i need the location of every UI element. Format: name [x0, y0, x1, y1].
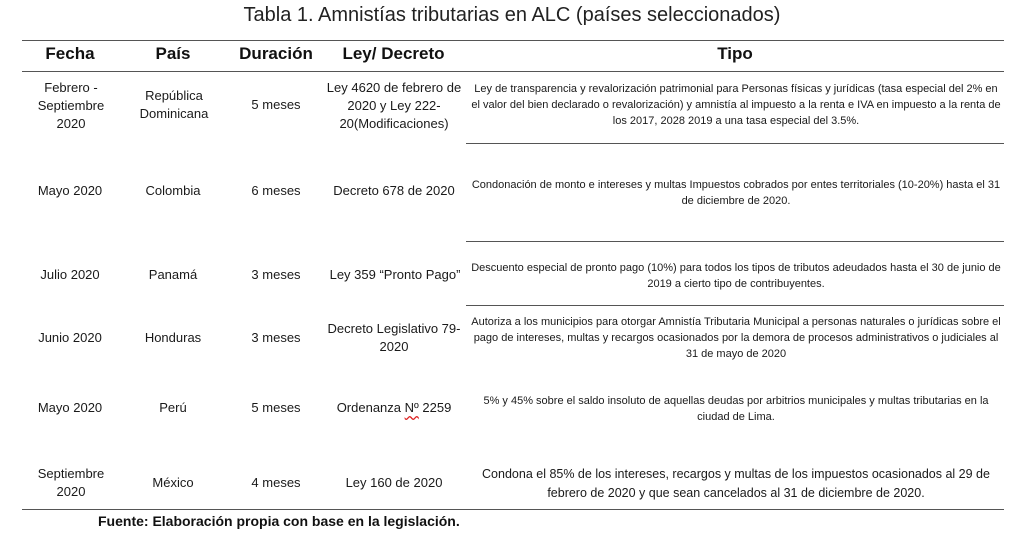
table-row-6-pais: México	[152, 475, 194, 490]
ley-suffix: 2259	[418, 400, 452, 415]
table-row-1-pais: República Dominicana	[139, 88, 209, 121]
table-row-4-pais: Honduras	[144, 330, 202, 345]
table-row-4-fecha: Junio 2020	[38, 330, 102, 345]
table-row-4-tipo: Autoriza a los municipios para otorgar Amnistía Tributaria Municipal a personas naturales o jurídicas sobre el pago de intereses, multas y recargos ocasionados por la demora de procesos administrativos o judiciales al 31 de mayo de 2020	[471, 316, 1001, 360]
row-2-divider	[466, 241, 1004, 242]
table-row-5-tipo: 5% y 45% sobre el saldo insoluto de aquellas deudas por arbitrios municipales y multas tributarias en la ciudad de Lima.	[483, 395, 989, 423]
table-row-3-tipo: Descuento especial de pronto pago (10%) para todos los tipos de tributos adeudados hasta el 30 de junio de 2019 a cierto tipo de contribuyentes.	[471, 262, 1001, 290]
table-row-6-tipo: Condona el 85% de los intereses, recargos y multas de los impuestos ocasionados al 29 de febrero de 2020 y que sean cancelados al 31 de diciembre de 2020.	[482, 467, 990, 500]
table-title: Tabla 1. Amnistías tributarias en ALC (países seleccionados)	[243, 4, 781, 26]
table-row-1-ley: Ley 4620 de febrero de 2020 y Ley 222-20(Modificaciones)	[326, 80, 462, 131]
header-duracion: Duración	[239, 44, 313, 63]
table-row-6-duracion: 4 meses	[251, 475, 301, 490]
table-row-1-fecha: Febrero - Septiembre 2020	[37, 80, 105, 131]
row-3-divider	[466, 305, 1004, 306]
source-note: Fuente: Elaboración propia con base en la legislación.	[98, 513, 460, 529]
table-row-6-ley: Ley 160 de 2020	[345, 475, 443, 490]
table-row-4-duracion: 3 meses	[251, 330, 301, 345]
header-fecha: Fecha	[45, 44, 95, 63]
table-row-1-tipo: Ley de transparencia y revalorización patrimonial para Personas físicas y jurídicas (tasa especial del 2% en el valor del bien declarado o revalorización) y amnistía al impuesto a la renta e IVA en impuesto a la renta de los 2017, 2028 2019 a una tasa especial del 3.5%.	[471, 83, 1001, 127]
header-pais: País	[155, 44, 191, 63]
table-row-5-ley	[324, 398, 464, 418]
row-1-divider	[466, 143, 1004, 144]
ley-prefix: Ordenanza	[336, 400, 405, 415]
table-row-2-pais: Colombia	[145, 183, 201, 198]
header-rule	[22, 71, 1004, 72]
table-row-1-duracion: 5 meses	[251, 97, 301, 112]
table-row-4-ley: Decreto Legislativo 79-2020	[327, 321, 461, 354]
table-row-3-ley: Ley 359 “Pronto Pago”	[329, 267, 461, 282]
table-row-2-duracion: 6 meses	[251, 183, 301, 198]
table-row-3-pais: Panamá	[148, 267, 198, 282]
table-row-5-pais: Perú	[159, 400, 187, 415]
table-row-6-fecha: Septiembre 2020	[37, 466, 105, 499]
top-rule	[22, 40, 1004, 41]
table-row-2-tipo: Condonación de monto e intereses y multas Impuestos cobrados por entes territoriales (10-20%) hasta el 31 de diciembre de 2020.	[471, 179, 1001, 207]
table-row-2-fecha: Mayo 2020	[37, 183, 103, 198]
table-row-2-ley: Decreto 678 de 2020	[333, 183, 455, 198]
table-row-5-duracion: 5 meses	[251, 400, 301, 415]
spellcheck-marked-text: Nº	[404, 400, 419, 415]
header-tipo: Tipo	[717, 44, 753, 63]
table-row-3-fecha: Julio 2020	[40, 267, 100, 282]
table-row-3-duracion: 3 meses	[251, 267, 301, 282]
bottom-rule	[22, 509, 1004, 510]
table-row-5-fecha: Mayo 2020	[37, 400, 103, 415]
header-ley: Ley/ Decreto	[342, 44, 445, 63]
